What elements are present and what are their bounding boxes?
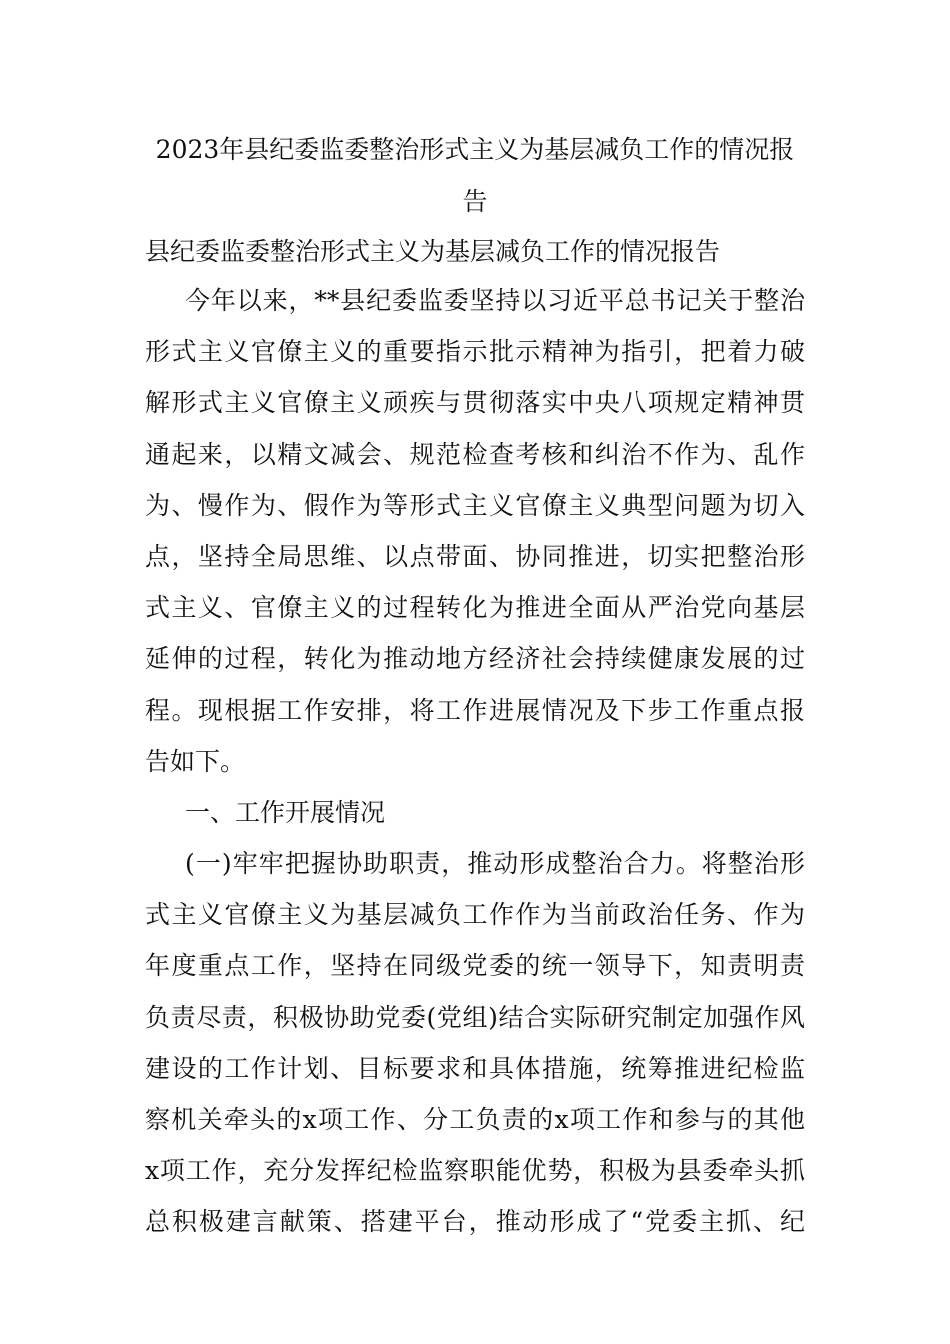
text-line: 今年以来，**县纪委监委坚持以习近平总书记关于整治 — [185, 286, 805, 315]
text-line: 式主义官僚主义为基层减负工作作为当前政治任务、作为 — [145, 900, 805, 930]
text-line: 程。现根据工作安排，将工作进展情况及下步工作重点报 — [145, 695, 805, 725]
text-line: 延伸的过程，转化为推动地方经济社会持续健康发展的过 — [145, 644, 805, 674]
paragraph-section-1 — [145, 849, 805, 1259]
document-subtitle: 县纪委监委整治形式主义为基层减负工作的情况报告 — [145, 237, 721, 266]
text-line: 为、慢作为、假作为等形式主义官僚主义典型问题为切入 — [145, 490, 805, 520]
text-line: 总积极建言献策、搭建平台，推动形成了“党委主抓、纪 — [145, 1207, 805, 1237]
text-line: 察机关牵头的x项工作、分工负责的x项工作和参与的其他 — [145, 1105, 805, 1134]
text-line: 建设的工作计划、目标要求和具体措施，统筹推进纪检监 — [145, 1053, 805, 1083]
paragraph-intro — [145, 286, 805, 798]
document-body — [145, 286, 805, 1259]
text-line: 通起来，以精文减会、规范检查考核和纠治不作为、乱作 — [145, 439, 805, 469]
text-line: (一)牢牢把握协助职责，推动形成整治合力。将整治形 — [185, 849, 805, 879]
text-line: x项工作，充分发挥纪检监察职能优势，积极为县委牵头抓 — [145, 1156, 805, 1186]
text-line: 点，坚持全局思维、以点带面、协同推进，切实把整治形 — [145, 541, 805, 571]
text-line: 告如下。 — [145, 746, 246, 776]
document-title-line-1: 2023年县纪委监委整治形式主义为基层减负工作的情况报 — [155, 135, 795, 164]
document-title-line-2: 告 — [462, 187, 488, 216]
text-line: 解形式主义官僚主义顽疾与贯彻落实中央八项规定精神贯 — [145, 388, 805, 418]
section-heading: 一、工作开展情况 — [185, 797, 386, 827]
text-line: 式主义、官僚主义的过程转化为推进全面从严治党向基层 — [145, 593, 805, 623]
text-line: 形式主义官僚主义的重要指示批示精神为指引，把着力破 — [145, 337, 805, 367]
text-line: 年度重点工作，坚持在同级党委的统一领导下，知责明责 — [145, 951, 805, 981]
text-line: 负责尽责，积极协助党委(党组)结合实际研究制定加强作风 — [145, 1002, 805, 1032]
